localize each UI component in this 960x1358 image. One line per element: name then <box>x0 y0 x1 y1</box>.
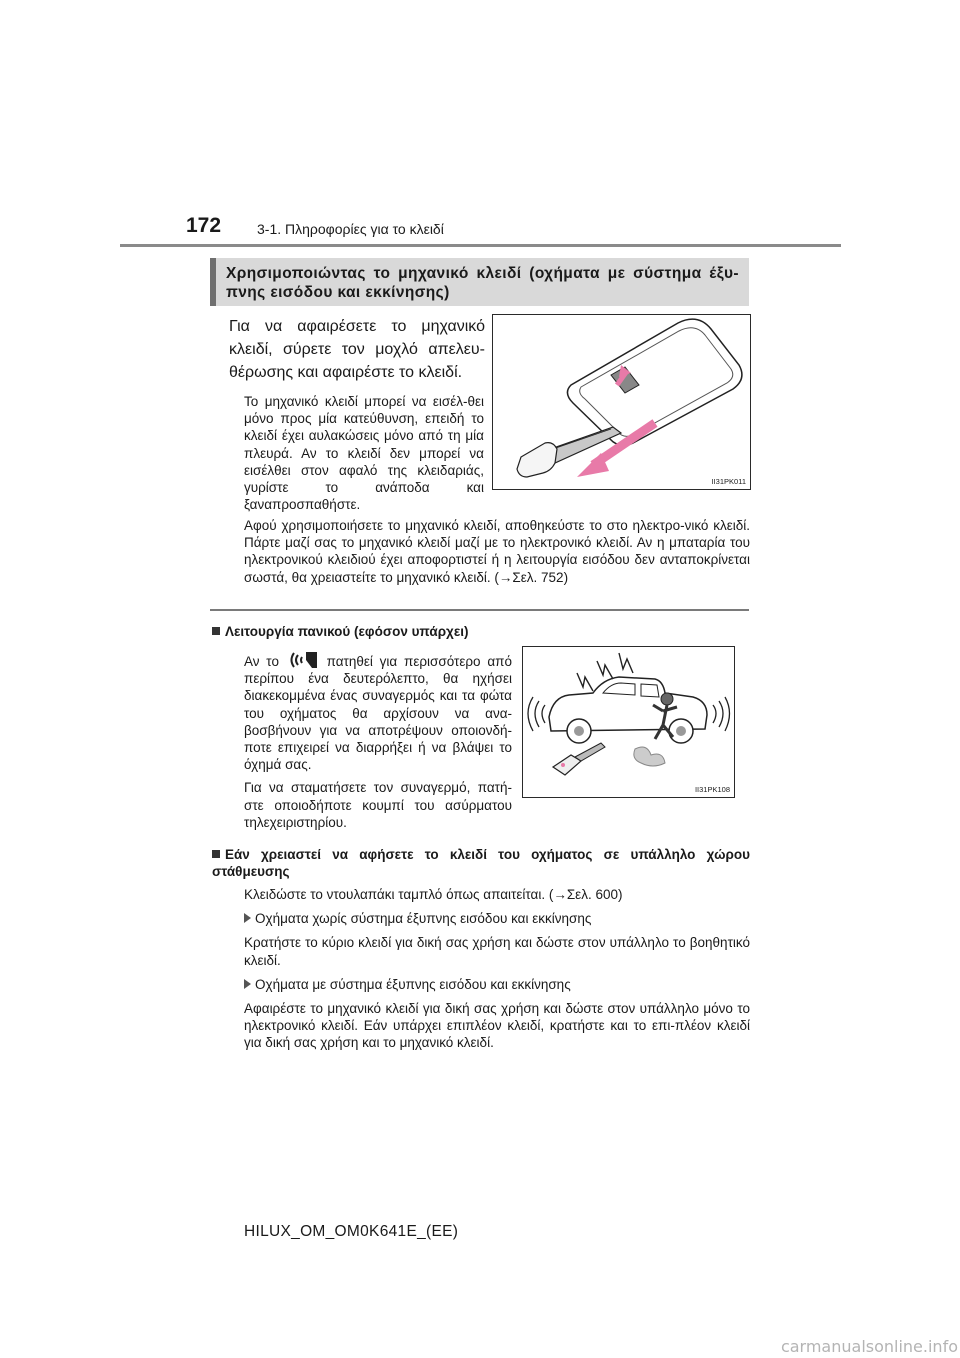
square-bullet-icon <box>212 850 220 858</box>
header-divider <box>120 244 841 247</box>
valet-parking-heading <box>212 846 750 880</box>
bullet-no-smart-key <box>244 910 750 927</box>
page-number: 172 <box>186 214 222 237</box>
watermark: carmanualsonline.info <box>780 1337 958 1356</box>
square-bullet-icon <box>212 627 220 635</box>
panic-heading-text: Λειτουργία πανικού (εφόσον υπάρχει) <box>225 624 469 639</box>
smart-key-illustration <box>493 315 750 489</box>
section-note-text: Το μηχανικό κλειδί μπορεί να εισέλ-θει μόνο προς μία κατεύθυνση, επειδή το κλειδί έχει αυλακώσεις μόνο από τη μία πλευρά. Αν το κλειδί δεν μπορεί να εισέλθει στον αφαλό της κλειδαριάς, γυρίστε το ανάποδα και ξαναπροσπαθήστε. <box>244 394 484 513</box>
triangle-bullet-icon <box>244 979 251 989</box>
valet-line-glovebox: Κλειδώστε το ντουλαπάκι ταμπλό όπως απαιτείται. (→Σελ. 600) <box>244 887 623 902</box>
bullet-label: Οχήματα χωρίς σύστημα έξυπνης εισόδου και εκκίνησης <box>255 911 592 927</box>
figure-id: II31PK011 <box>711 477 746 486</box>
panic-mode-heading <box>212 623 468 640</box>
triangle-bullet-icon <box>244 913 251 923</box>
panic-text-before-icon: Αν το <box>244 654 279 669</box>
section-divider <box>210 609 749 611</box>
footer-code: HILUX_OM_OM0K641E_(EE) <box>244 1223 459 1240</box>
panic-stop-text: Για να σταματήσετε τον συναγερμό, πατή-στε οποιοδήποτε κουμπί του ασύρματου τηλεχειριστηρίου. <box>244 780 512 830</box>
car-alarm-illustration <box>523 647 734 797</box>
key-removal-figure <box>492 314 751 490</box>
valet-parking-body <box>244 886 750 1059</box>
section-heading: Χρησιμοποιώντας το μηχανικό κλειδί (οχήματα με σύστημα έξυ-πνης εισόδου και εκκίνησης) <box>210 258 749 306</box>
panic-alarm-figure <box>522 646 735 798</box>
valet-heading-text: Εάν χρειαστεί να αφήσετε το κλειδί του οχήματος σε υπάλληλο χώρου στάθμευσης <box>212 847 750 880</box>
valet-text-no-smart-key: Κρατήστε το κύριο κλειδί για δική σας χρήση και δώστε στον υπάλληλο το βοηθητικό κλειδί. <box>244 935 750 968</box>
valet-text-smart-key: Αφαιρέστε το μηχανικό κλειδί για δική σας χρήση και δώστε στον υπάλληλο μόνο το ηλεκτρονικό κλειδί. Εάν υπάρχει επιπλέον κλειδί, κρατήστε και το επι-πλέον κλειδί για δική σας χρήση και το μηχανικό κλειδί. <box>244 1001 750 1051</box>
figure-id: II31PK108 <box>694 785 730 794</box>
section-lead-text: Για να αφαιρέσετε το μηχανικό κλειδί, σύρετε τον μοχλό απελευ-θέρωσης και αφαιρέστε το κλειδί. <box>229 318 485 381</box>
bullet-label: Οχήματα με σύστημα έξυπνης εισόδου και εκκίνησης <box>255 976 571 992</box>
panic-text-after-icon: πατηθεί για περισσότερο από περίπου ένα δευτερόλεπτο, θα ηχήσει διακεκομμένα ένας συναγερμός και τα φώτα του οχήματος θα αρχίσουν να ανα-βοσβήνουν για να αποτρέψουν οποιονδή-ποτε επιχειρεί να διαρρήξει ή να βλάψει το όχημά σας. <box>244 654 512 773</box>
panic-button-icon <box>288 650 318 670</box>
panic-mode-text <box>244 650 512 837</box>
bullet-smart-key <box>244 976 750 993</box>
chapter-title: 3-1. Πληροφορίες για το κλειδί <box>257 221 444 237</box>
section-paragraph: Αφού χρησιμοποιήσετε το μηχανικό κλειδί, αποθηκεύστε το στο ηλεκτρο-νικό κλειδί. Πάρτε μαζί σας το μηχανικό κλειδί μαζί με το ηλεκτρονικό κλειδί. Αν η μπαταρία του ηλεκτρονικού κλειδιού έχει αποφορτιστεί ή η λειτουργία εισόδου δεν ανταποκρίνεται σωστά, θα χρειαστείτε το μηχανικό κλειδί. (→Σελ. 752) <box>244 518 750 585</box>
